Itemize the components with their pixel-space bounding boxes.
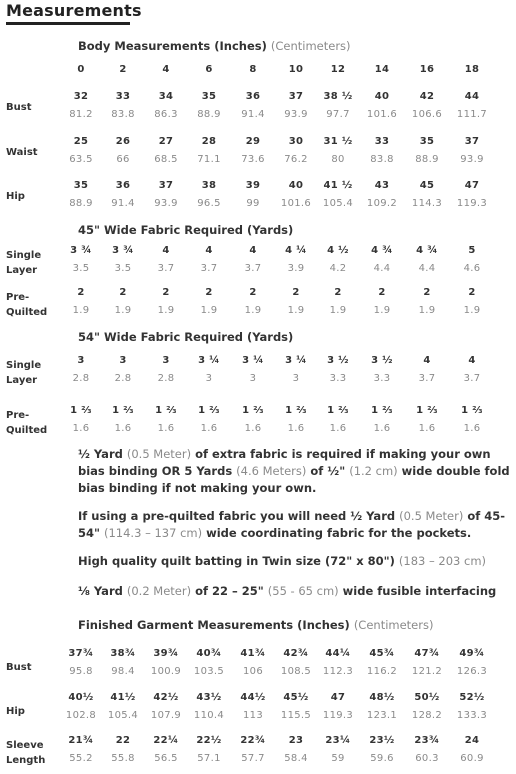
cm-value: 1.6	[200, 423, 218, 434]
cm-value: 3.7	[418, 373, 436, 384]
cm-value: 2.8	[114, 373, 132, 384]
inch-value: 3 ¾	[70, 245, 92, 256]
cm-value: 3.7	[200, 263, 218, 274]
note-text: of extra fabric is required if making your own bias binding OR 5 Yards	[78, 447, 491, 478]
inch-value: 28	[201, 136, 217, 147]
metric-value: (55 - 65 cm)	[267, 584, 339, 598]
inch-value: 22¼	[153, 735, 179, 746]
cm-value: 119.3	[322, 710, 354, 721]
cm-value: 59	[331, 753, 345, 764]
row-label-fabric45-1-text: Quilted	[6, 307, 48, 318]
finished-measurements-heading: Finished Garment Measurements (Inches) (Centimeters)	[78, 618, 434, 632]
cm-value: 3.5	[114, 263, 132, 274]
inch-value: 2	[205, 287, 213, 298]
row-label-fabric54-1-text: Pre-	[6, 410, 30, 421]
cm-value: 60.9	[460, 753, 484, 764]
cm-value: 105.4	[322, 198, 354, 209]
inch-value: 37	[288, 91, 304, 102]
cm-value: 100.9	[150, 666, 182, 677]
cm-value: 112.3	[322, 666, 354, 677]
inch-value: 21¾	[68, 735, 94, 746]
inch-value: 5	[468, 245, 476, 256]
inch-value: 3 ¾	[112, 245, 134, 256]
inch-value: 45¾	[369, 648, 395, 659]
cm-value: 1.6	[329, 423, 347, 434]
inch-value: 22½	[196, 735, 222, 746]
metric-value: (0.5 Meter)	[126, 447, 192, 461]
row-label-finished-2-text: Sleeve	[6, 740, 44, 751]
cm-value: 93.9	[284, 109, 308, 120]
cm-value: 99	[246, 198, 260, 209]
inch-value: 33	[374, 136, 390, 147]
cm-value: 3.7	[244, 263, 262, 274]
cm-value: 101.6	[366, 109, 398, 120]
inch-value: 1 ⅔	[112, 405, 134, 416]
cm-value: 105.4	[107, 710, 139, 721]
size-header-cell: 6	[205, 64, 213, 75]
row-label-finished-1-text: Hip	[6, 706, 25, 717]
cm-value: 111.7	[456, 109, 488, 120]
inch-value: 3 ½	[327, 355, 349, 366]
cm-value: 57.7	[241, 753, 265, 764]
inch-value: 2	[334, 287, 342, 298]
inch-value: 22¾	[240, 735, 266, 746]
inch-value: 38¾	[110, 648, 136, 659]
cm-value: 3.5	[72, 263, 90, 274]
inch-value: 1 ⅔	[371, 405, 393, 416]
cm-value: 97.7	[326, 109, 350, 120]
cm-value: 93.9	[154, 198, 178, 209]
note-text: wide coordinating fabric for the pockets.	[202, 526, 472, 540]
inch-value: 42	[419, 91, 435, 102]
size-header-cell: 10	[288, 64, 304, 75]
cm-value: 119.3	[456, 198, 488, 209]
inch-value: 2	[468, 287, 476, 298]
cm-value: 113	[243, 710, 263, 721]
inch-value: 2	[378, 287, 386, 298]
cm-value: 88.9	[197, 109, 221, 120]
inch-value: 35	[201, 91, 217, 102]
cm-value: 3.7	[157, 263, 175, 274]
row-label-finished-0-text: Bust	[6, 662, 32, 673]
inch-value: 3 ½	[371, 355, 393, 366]
metric-value: (1.2 cm)	[349, 464, 398, 478]
inch-value: 3 ¼	[198, 355, 220, 366]
size-header-cell: 0	[77, 64, 85, 75]
row-label-fabric54-0	[6, 358, 41, 388]
inch-value: 4 ½	[327, 245, 349, 256]
size-header-cell: 14	[374, 64, 390, 75]
inch-value: 47	[464, 180, 480, 191]
inch-value: 2	[423, 287, 431, 298]
cm-value: 57.1	[197, 753, 221, 764]
cm-value: 1.6	[244, 423, 262, 434]
bias-binding-note	[78, 446, 510, 497]
inch-value: 49¾	[459, 648, 485, 659]
cm-value: 1.9	[72, 305, 90, 316]
note-text: If using a pre-quilted fabric you will need ½ Yard	[78, 509, 400, 523]
note-text: wide double fold bias binding if not making your own.	[78, 464, 510, 495]
inch-value: 40	[374, 91, 390, 102]
cm-value: 1.6	[463, 423, 481, 434]
cm-value: 3	[249, 373, 257, 384]
inch-value: 2	[292, 287, 300, 298]
inch-value: 1 ⅔	[416, 405, 438, 416]
size-header-cell: 18	[464, 64, 480, 75]
inch-value: 1 ⅔	[242, 405, 264, 416]
inch-value: 3 ¼	[285, 355, 307, 366]
row-label-fabric45-1	[6, 290, 47, 320]
note-text: of 45-54"	[78, 509, 506, 540]
inch-value: 29	[245, 136, 261, 147]
cm-value: 2.8	[157, 373, 175, 384]
cm-value: 1.6	[418, 423, 436, 434]
body-measurements-heading: Body Measurements (Inches) (Centimeters)	[78, 39, 351, 53]
cm-value: 128.2	[411, 710, 443, 721]
cm-value: 1.6	[157, 423, 175, 434]
cm-value: 68.5	[154, 154, 178, 165]
cm-value: 4.4	[418, 263, 436, 274]
cm-value: 93.9	[460, 154, 484, 165]
inch-value: 34	[158, 91, 174, 102]
note-text: of ½"	[306, 464, 350, 478]
cm-value: 101.6	[280, 198, 312, 209]
cm-value: 1.9	[373, 305, 391, 316]
inch-value: 2	[119, 287, 127, 298]
cm-value: 3	[205, 373, 213, 384]
cm-value: 121.2	[411, 666, 443, 677]
inch-value: 23¼	[325, 735, 351, 746]
cm-value: 1.6	[373, 423, 391, 434]
row-label-fabric54-0-text: Single	[6, 360, 42, 371]
metric-value: (114.3 – 137 cm)	[104, 526, 203, 540]
cm-value: 106	[243, 666, 263, 677]
cm-value: 106.6	[411, 109, 443, 120]
cm-value: 110.4	[193, 710, 225, 721]
inch-value: 47	[330, 692, 346, 703]
size-header-cell: 4	[162, 64, 170, 75]
inch-value: 3 ¼	[242, 355, 264, 366]
inch-value: 4	[468, 355, 476, 366]
inch-value: 4 ¼	[285, 245, 307, 256]
cm-value: 88.9	[69, 198, 93, 209]
inch-value: 52½	[459, 692, 485, 703]
inch-value: 48½	[369, 692, 395, 703]
cm-value: 56.5	[154, 753, 178, 764]
row-label-fabric45-0-text: Layer	[6, 265, 38, 276]
inch-value: 41½	[110, 692, 136, 703]
inch-value: 27	[158, 136, 174, 147]
row-label-fabric45-0	[6, 248, 41, 278]
cm-value: 55.8	[111, 753, 135, 764]
metric-value: (0.5 Meter)	[399, 509, 464, 523]
cm-value: 1.6	[114, 423, 132, 434]
cm-value: 133.3	[456, 710, 488, 721]
size-header-cell: 2	[119, 64, 127, 75]
cm-value: 63.5	[69, 154, 93, 165]
row-label-fabric45-0-text: Single	[6, 250, 42, 261]
inch-value: 3	[77, 355, 85, 366]
inch-value: 38 ½	[323, 91, 353, 102]
inch-value: 1 ⅔	[155, 405, 177, 416]
inch-value: 47¾	[414, 648, 440, 659]
page-title: Measurements	[6, 1, 142, 20]
pre-quilted-note	[78, 508, 510, 542]
note-text: of 22 – 25"	[191, 584, 268, 598]
inch-value: 26	[115, 136, 131, 147]
inch-value: 23½	[369, 735, 395, 746]
cm-value: 107.9	[150, 710, 182, 721]
row-label-fabric54-1-text: Quilted	[6, 425, 48, 436]
inch-value: 39	[245, 180, 261, 191]
inch-value: 4	[162, 245, 170, 256]
row-label-fabric45-1-text: Pre-	[6, 292, 30, 303]
row-label-bust-text: Bust	[6, 102, 32, 113]
cm-value: 103.5	[193, 666, 225, 677]
cm-value: 88.9	[415, 154, 439, 165]
inch-value: 41 ½	[323, 180, 353, 191]
cm-value: 126.3	[456, 666, 488, 677]
row-label-finished-0	[6, 660, 31, 675]
inch-value: 45	[419, 180, 435, 191]
inch-value: 25	[73, 136, 89, 147]
inch-value: 42½	[153, 692, 179, 703]
cm-value: 91.4	[111, 198, 135, 209]
inch-value: 50½	[414, 692, 440, 703]
inch-value: 4	[249, 245, 257, 256]
inch-value: 1 ⅔	[327, 405, 349, 416]
cm-value: 3.3	[329, 373, 347, 384]
cm-value: 2.8	[72, 373, 90, 384]
cm-value: 3.7	[463, 373, 481, 384]
inch-value: 37¾	[68, 648, 94, 659]
note-text: ½ Yard	[78, 447, 127, 461]
inch-value: 23	[288, 735, 304, 746]
cm-value: 1.9	[287, 305, 305, 316]
inch-value: 35	[73, 180, 89, 191]
row-label-finished-1	[6, 704, 25, 719]
inch-value: 43½	[196, 692, 222, 703]
size-header-cell: 12	[330, 64, 346, 75]
inch-value: 3	[162, 355, 170, 366]
row-label-fabric54-0-text: Layer	[6, 375, 38, 386]
note-text: ⅛ Yard	[78, 584, 127, 598]
inch-value: 4 ¾	[371, 245, 393, 256]
cm-value: 3	[292, 373, 300, 384]
cm-value: 66	[116, 154, 130, 165]
interfacing-note	[78, 583, 510, 600]
cm-value: 1.9	[418, 305, 436, 316]
cm-value: 95.8	[69, 666, 93, 677]
inch-value: 38	[201, 180, 217, 191]
cm-value: 116.2	[366, 666, 398, 677]
inch-value: 30	[288, 136, 304, 147]
cm-value: 4.6	[463, 263, 481, 274]
inch-value: 39¾	[153, 648, 179, 659]
cm-value: 1.6	[287, 423, 305, 434]
cm-value: 1.9	[244, 305, 262, 316]
title-underline	[6, 22, 130, 25]
inch-value: 44	[464, 91, 480, 102]
inch-value: 4	[205, 245, 213, 256]
row-label-finished-2-text: Length	[6, 755, 46, 766]
cm-value: 81.2	[69, 109, 93, 120]
cm-value: 58.4	[284, 753, 308, 764]
inch-value: 44¼	[325, 648, 351, 659]
inch-value: 36	[115, 180, 131, 191]
size-header-cell: 16	[419, 64, 435, 75]
inch-value: 37	[464, 136, 480, 147]
cm-value: 1.6	[72, 423, 90, 434]
cm-value: 73.6	[241, 154, 265, 165]
row-label-fabric54-1	[6, 408, 47, 438]
cm-value: 114.3	[411, 198, 443, 209]
cm-value: 59.6	[370, 753, 394, 764]
cm-value: 98.4	[111, 666, 135, 677]
cm-value: 1.9	[463, 305, 481, 316]
cm-value: 96.5	[197, 198, 221, 209]
cm-value: 86.3	[154, 109, 178, 120]
inch-value: 2	[77, 287, 85, 298]
inch-value: 3	[119, 355, 127, 366]
inch-value: 35	[419, 136, 435, 147]
row-label-hip-text: Hip	[6, 191, 25, 202]
cm-value: 71.1	[197, 154, 221, 165]
cm-value: 115.5	[280, 710, 312, 721]
cm-value: 91.4	[241, 109, 265, 120]
cm-value: 109.2	[366, 198, 398, 209]
cm-value: 76.2	[284, 154, 308, 165]
inch-value: 23¾	[414, 735, 440, 746]
inch-value: 33	[115, 91, 131, 102]
inch-value: 2	[162, 287, 170, 298]
metric-value: (0.2 Meter)	[126, 584, 192, 598]
metric-value: (183 – 203 cm)	[398, 554, 487, 568]
cm-value: 123.1	[366, 710, 398, 721]
inch-value: 31 ½	[323, 136, 353, 147]
cm-value: 83.8	[111, 109, 135, 120]
cm-value: 1.9	[114, 305, 132, 316]
inch-value: 43	[374, 180, 390, 191]
inch-value: 36	[245, 91, 261, 102]
cm-value: 3.9	[287, 263, 305, 274]
inch-value: 1 ⅔	[198, 405, 220, 416]
cm-value: 102.8	[65, 710, 97, 721]
size-header-cell: 8	[249, 64, 257, 75]
inch-value: 24	[464, 735, 480, 746]
batting-note	[78, 553, 510, 570]
cm-value: 3.3	[373, 373, 391, 384]
cm-value: 1.9	[157, 305, 175, 316]
metric-value: (4.6 Meters)	[236, 464, 307, 478]
inch-value: 41¾	[240, 648, 266, 659]
note-text: wide fusible interfacing	[338, 584, 497, 598]
inch-value: 40½	[68, 692, 94, 703]
cm-value: 1.9	[329, 305, 347, 316]
inch-value: 4	[423, 355, 431, 366]
cm-value: 4.2	[329, 263, 347, 274]
cm-value: 83.8	[370, 154, 394, 165]
fabric-54-heading: 54" Wide Fabric Required (Yards)	[78, 330, 294, 344]
inch-value: 42¾	[283, 648, 309, 659]
fabric-45-heading: 45" Wide Fabric Required (Yards)	[78, 223, 294, 237]
note-text: High quality quilt batting in Twin size (72" x 80")	[78, 554, 399, 568]
row-label-hip	[6, 189, 25, 204]
inch-value: 37	[158, 180, 174, 191]
inch-value: 45½	[283, 692, 309, 703]
cm-value: 1.9	[200, 305, 218, 316]
inch-value: 40¾	[196, 648, 222, 659]
inch-value: 22	[115, 735, 131, 746]
cm-value: 60.3	[415, 753, 439, 764]
inch-value: 40	[288, 180, 304, 191]
cm-value: 55.2	[69, 753, 93, 764]
inch-value: 32	[73, 91, 89, 102]
cm-value: 4.4	[373, 263, 391, 274]
cm-value: 80	[331, 154, 345, 165]
inch-value: 1 ⅔	[70, 405, 92, 416]
inch-value: 1 ⅔	[285, 405, 307, 416]
inch-value: 1 ⅔	[461, 405, 483, 416]
row-label-waist-text: Waist	[6, 147, 38, 158]
inch-value: 2	[249, 287, 257, 298]
inch-value: 44½	[240, 692, 266, 703]
row-label-finished-2	[6, 738, 45, 768]
row-label-bust	[6, 100, 31, 115]
inch-value: 4 ¾	[416, 245, 438, 256]
cm-value: 108.5	[280, 666, 312, 677]
row-label-waist	[6, 145, 38, 160]
